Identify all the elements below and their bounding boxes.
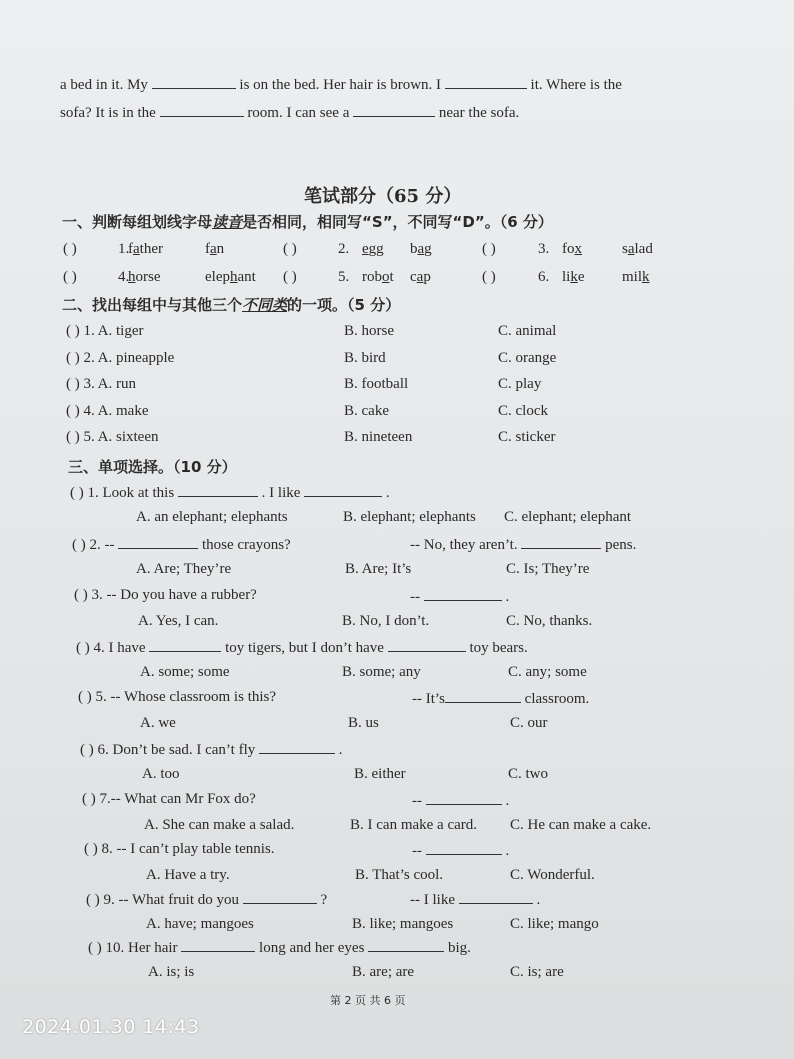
underlined-letters: k	[570, 269, 578, 285]
question-text: ( ) 6. Don’t be sad. I can’t fly	[80, 742, 259, 758]
underlined-letters: h	[229, 269, 238, 285]
question-text: toy tigers, but I don’t have	[221, 640, 388, 656]
option-c: C. our	[510, 715, 548, 731]
question-text: big.	[444, 940, 471, 956]
option-b: B. bird	[344, 349, 386, 366]
option-c: C. He can make a cake.	[510, 817, 652, 833]
response-text: -- I like	[410, 892, 459, 908]
question-text: ?	[316, 892, 328, 908]
answer-blank[interactable]	[388, 637, 466, 652]
response-q2	[410, 534, 636, 554]
blank[interactable]	[160, 102, 244, 117]
answer-blank[interactable]	[304, 482, 382, 497]
response-q9	[410, 889, 540, 909]
underlined-letters: a	[133, 241, 140, 257]
option-c: C. clock	[498, 402, 548, 419]
response-text: -- No, they aren’t.	[410, 537, 522, 553]
word-part: gg	[368, 241, 384, 257]
response-text: classroom.	[520, 691, 590, 707]
answer-blank[interactable]	[149, 637, 221, 652]
question-text: those crayons?	[198, 537, 291, 553]
option-c: C. sticker	[498, 429, 556, 445]
question-text: ( ) 9. -- What fruit do you	[86, 892, 243, 908]
question-text: ( ) 5. -- Whose classroom is this?	[78, 689, 277, 705]
photo-timestamp: 2024.01.30 14:43	[22, 1016, 200, 1038]
word	[622, 240, 653, 258]
response-text: pens.	[601, 537, 637, 553]
option-a: ( ) 4. A. make	[66, 402, 149, 419]
answer-paren[interactable]: ( )	[63, 241, 77, 257]
option-a: A. an elephant; elephants	[136, 509, 288, 525]
question-q2	[72, 534, 291, 554]
underlined-letters: a	[210, 241, 217, 257]
question-q5	[78, 688, 276, 706]
question-q9	[86, 889, 327, 909]
response-text: --	[412, 793, 426, 809]
word	[410, 268, 431, 286]
option-b: B. some; any	[342, 664, 421, 680]
word-part: e	[577, 269, 585, 285]
word-part: li	[562, 269, 571, 285]
answer-blank[interactable]	[178, 482, 258, 497]
question-text: .	[382, 485, 390, 501]
option-a: ( ) 5. A. sixteen	[66, 429, 159, 445]
response-text: .	[501, 793, 510, 809]
word-part: lad	[634, 241, 653, 257]
word-part: b	[410, 241, 418, 257]
word-part: p	[423, 269, 431, 285]
option-c: C. elephant; elephant	[504, 509, 632, 525]
option-b: B. Are; It’s	[345, 561, 412, 577]
answer-blank[interactable]	[181, 937, 255, 952]
page-footer: 第 2 页 共 6 页	[330, 994, 406, 1007]
answer-blank[interactable]	[426, 790, 502, 805]
underlined-letters: o	[382, 269, 390, 285]
option-b: B. That’s cool.	[355, 867, 444, 883]
word	[205, 240, 224, 258]
word-part: s	[622, 241, 628, 257]
question-text: ( ) 2. --	[72, 537, 119, 553]
word	[622, 268, 650, 286]
answer-paren[interactable]: ( )	[63, 269, 77, 285]
option-a: A. have; mangoes	[146, 916, 254, 932]
reading-line-2: sofa? It is in the room. I can see a near the sofa.	[60, 102, 519, 122]
response-text: .	[501, 843, 510, 859]
option-a: A. She can make a salad.	[144, 817, 295, 833]
blank[interactable]	[353, 102, 435, 117]
underlined-letters: a	[627, 241, 635, 257]
answer-paren[interactable]: ( )	[283, 269, 297, 285]
word-part: ther	[139, 241, 163, 257]
item-number: 6.	[538, 269, 550, 285]
option-b: B. football	[344, 376, 409, 392]
option-a: ( ) 3. A. run	[66, 376, 136, 392]
question-q6	[80, 739, 342, 759]
answer-blank[interactable]	[445, 688, 521, 703]
word-part: elep	[205, 269, 230, 285]
option-c: C. play	[498, 376, 542, 392]
option-c: C. orange	[498, 349, 557, 366]
option-b: B. I can make a card.	[350, 817, 478, 833]
option-a: A. Have a try.	[146, 867, 230, 883]
option-a: A. too	[142, 766, 180, 782]
answer-blank[interactable]	[426, 840, 502, 855]
answer-paren[interactable]: ( )	[482, 269, 496, 285]
option-c: C. is; are	[510, 964, 564, 980]
option-b: B. nineteen	[344, 429, 413, 445]
word	[562, 240, 582, 258]
option-c: C. No, thanks.	[506, 613, 593, 629]
option-c: C. Wonderful.	[510, 867, 595, 883]
question-text: ( ) 7.-- What can Mr Fox do?	[82, 791, 256, 807]
question-text: ( ) 10. Her hair	[88, 940, 182, 956]
option-b: B. like; mangoes	[352, 916, 454, 932]
option-c: C. Is; They’re	[506, 561, 590, 577]
underlined-letters: x	[574, 241, 582, 257]
question-text: ( ) 3. -- Do you have a rubber?	[74, 587, 257, 603]
question-text: . I like	[257, 485, 305, 501]
question-text: ( ) 1. Look at this	[70, 485, 178, 501]
response-text: --	[410, 589, 424, 605]
item-number: 5.	[338, 269, 350, 285]
word	[128, 240, 163, 258]
answer-blank[interactable]	[259, 739, 335, 754]
section-1-heading: 一、判断每组划线字母读音是否相同，相同写“S”，不同写“D”。（6 分）	[62, 213, 553, 231]
option-a: A. Yes, I can.	[138, 613, 219, 629]
blank[interactable]	[445, 74, 527, 89]
question-text: toy bears.	[465, 640, 528, 656]
word-part: n	[216, 241, 225, 257]
word	[362, 240, 384, 258]
underlined-letters: a	[416, 269, 424, 285]
underlined-letters: a	[417, 241, 425, 257]
blank[interactable]	[152, 74, 236, 89]
option-b: B. elephant; elephants	[343, 509, 476, 525]
underlined-letters: e	[362, 241, 369, 257]
option-a: A. is; is	[148, 964, 195, 980]
page-title: 笔试部分（65 分）	[304, 186, 462, 207]
word-part: f	[128, 241, 133, 257]
answer-blank[interactable]	[243, 889, 317, 904]
option-a: A. we	[140, 715, 176, 731]
option-c: C. animal	[498, 323, 557, 339]
word	[205, 268, 256, 286]
option-c: C. like; mango	[510, 916, 599, 932]
item-number: 1.	[118, 241, 130, 257]
word-part: t	[389, 269, 394, 285]
response-text: -- It’s	[412, 691, 445, 707]
option-b: B. either	[354, 766, 406, 782]
option-b: B. No, I don’t.	[342, 613, 430, 629]
question-text: .	[334, 742, 343, 758]
underlined-letters: k	[642, 269, 650, 285]
response-text: .	[532, 892, 541, 908]
question-q10	[88, 937, 471, 957]
response-text: --	[412, 843, 426, 859]
word	[362, 268, 394, 286]
option-b: B. are; are	[352, 964, 415, 980]
answer-paren[interactable]: ( )	[482, 241, 496, 257]
response-q8	[412, 840, 509, 860]
answer-blank[interactable]	[424, 586, 502, 601]
option-a: ( ) 2. A. pineapple	[66, 349, 175, 366]
section-3-heading: 三、单项选择。（10 分）	[68, 458, 237, 476]
word-part: orse	[135, 269, 161, 285]
option-a: A. Are; They’re	[136, 561, 232, 577]
answer-blank[interactable]	[368, 937, 444, 952]
option-a: ( ) 1. A. tiger	[66, 323, 144, 339]
item-number: 4.	[118, 269, 130, 285]
question-text: ( ) 8. -- I can’t play table tennis.	[84, 841, 275, 857]
answer-blank[interactable]	[459, 889, 533, 904]
word	[128, 268, 161, 286]
word-part: fo	[562, 241, 575, 257]
option-b: B. cake	[344, 402, 389, 419]
word	[562, 268, 585, 286]
response-q5	[412, 688, 589, 708]
question-q1	[70, 482, 390, 502]
question-q8	[84, 840, 275, 858]
option-b: B. us	[348, 715, 379, 731]
word-part: ant	[237, 269, 256, 285]
section-2-heading: 二、找出每组中与其他三个不同类的一项。（5 分）	[62, 296, 401, 314]
item-number: 3.	[538, 241, 550, 257]
word-part: g	[424, 241, 432, 257]
underlined-letters: h	[128, 269, 136, 285]
answer-blank[interactable]	[118, 534, 198, 549]
question-q4	[76, 637, 528, 657]
answer-paren[interactable]: ( )	[283, 241, 297, 257]
option-b: B. horse	[344, 323, 394, 339]
word-part: c	[410, 269, 417, 285]
question-q3	[74, 586, 257, 604]
word-part: rob	[362, 269, 382, 285]
question-text: ( ) 4. I have	[76, 640, 150, 656]
word	[410, 240, 432, 258]
word-part: f	[205, 241, 210, 257]
answer-blank[interactable]	[521, 534, 601, 549]
response-q7	[412, 790, 509, 810]
response-q3	[410, 586, 509, 606]
option-c: C. two	[508, 766, 549, 782]
item-number: 2.	[338, 241, 350, 257]
response-text: .	[501, 589, 510, 605]
question-q7	[82, 790, 256, 808]
option-c: C. any; some	[508, 664, 587, 680]
reading-line-1: a bed in it. My is on the bed. Her hair is brown. I it. Where is the	[60, 74, 622, 94]
question-text: long and her eyes	[255, 940, 369, 956]
option-a: A. some; some	[140, 664, 230, 680]
word-part: mil	[622, 269, 643, 285]
